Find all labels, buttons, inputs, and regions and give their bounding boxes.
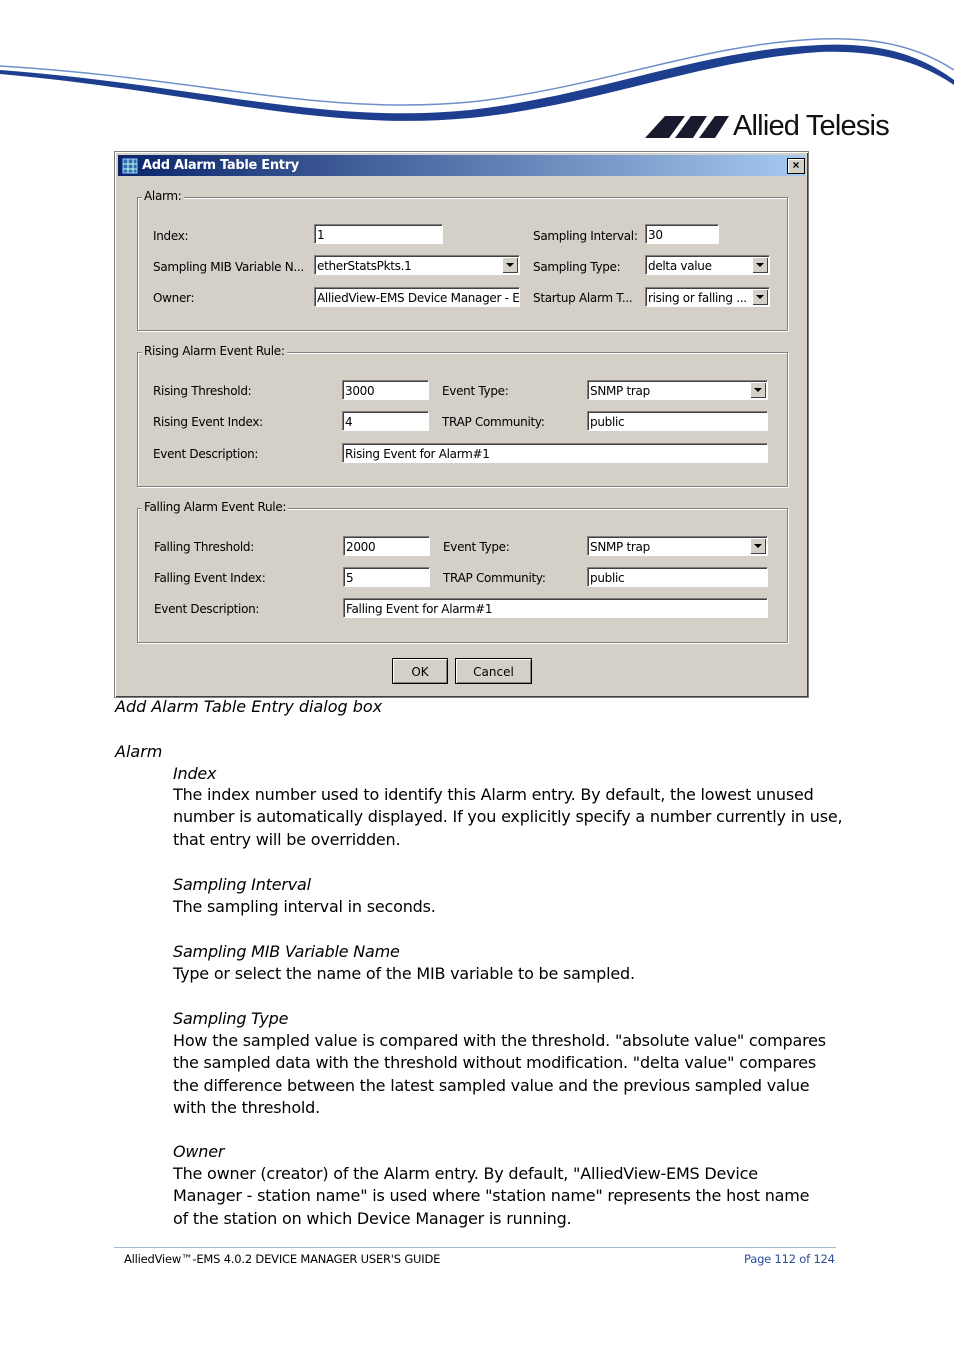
mib-variable-combo[interactable]	[314, 255, 520, 275]
rising-trap-community-label: TRAP Community:	[442, 415, 545, 429]
alarm-group-label: Alarm:	[144, 189, 182, 203]
falling-event-type-value: SNMP trap	[590, 540, 650, 554]
falling-group-label: Falling Alarm Event Rule:	[144, 500, 287, 514]
entry-description: The owner (creator) of the Alarm entry. By default, "AlliedView-EMS Device Manager - station name" is used where "station name" represents the host name of the station on which Device Manager is running.	[173, 1164, 810, 1228]
entry-description: Type or select the name of the MIB variable to be sampled.	[173, 964, 635, 983]
rising-event-index-label: Rising Event Index:	[153, 415, 263, 429]
entry-description: The sampling interval in seconds.	[173, 897, 436, 916]
falling-description-input[interactable]: Falling Event for Alarm#1	[343, 598, 768, 618]
chevron-down-icon[interactable]	[752, 289, 768, 305]
close-button[interactable]: ×	[787, 158, 805, 174]
falling-event-type-select[interactable]	[587, 536, 768, 556]
rising-event-index-input[interactable]: 4	[342, 411, 429, 431]
add-alarm-dialog	[114, 151, 809, 698]
sampling-interval-input[interactable]: 30	[645, 224, 719, 244]
sampling-type-select[interactable]	[645, 255, 770, 275]
rising-group-label: Rising Alarm Event Rule:	[144, 344, 285, 358]
mib-variable-label: Sampling MIB Variable N...	[153, 260, 304, 274]
rising-threshold-input[interactable]: 3000	[342, 380, 429, 400]
falling-trap-community-label: TRAP Community:	[443, 571, 546, 585]
startup-alarm-select[interactable]	[645, 287, 770, 307]
mib-variable-value: etherStatsPkts.1	[317, 259, 412, 273]
index-input[interactable]: 1	[314, 224, 443, 244]
owner-label: Owner:	[153, 291, 195, 305]
falling-trap-community-input[interactable]: public	[587, 567, 768, 587]
cancel-button[interactable]: Cancel	[455, 658, 532, 684]
figure-caption: Add Alarm Table Entry dialog box	[115, 697, 383, 716]
falling-threshold-input[interactable]: 2000	[343, 536, 430, 556]
section-title: Alarm	[115, 742, 163, 761]
dialog-titlebar	[118, 155, 805, 176]
owner-input[interactable]: AlliedView-EMS Device Manager - E	[314, 287, 520, 307]
ok-button[interactable]: OK	[392, 658, 448, 684]
chevron-down-icon[interactable]	[750, 382, 766, 398]
rising-event-type-value: SNMP trap	[590, 384, 650, 398]
entry-description: The index number used to identify this Alarm entry. By default, the lowest unused number is automatically displayed. If you explicitly specify a number currently in use, that entry will be overridden.	[173, 785, 843, 849]
footer-divider	[114, 1247, 836, 1248]
brand-name: Allied Telesis	[733, 110, 889, 142]
rising-trap-community-input[interactable]: public	[587, 411, 768, 431]
falling-event-index-input[interactable]: 5	[343, 567, 430, 587]
falling-description-label: Event Description:	[154, 602, 260, 616]
rising-event-type-label: Event Type:	[442, 384, 509, 398]
index-label: Index:	[153, 229, 189, 243]
startup-alarm-label: Startup Alarm T...	[533, 291, 633, 305]
sampling-interval-label: Sampling Interval:	[533, 229, 638, 243]
sampling-type-label: Sampling Type:	[533, 260, 621, 274]
footer-page-number: Page 112 of 124	[744, 1252, 835, 1266]
sampling-type-value: delta value	[648, 259, 712, 273]
entry-description: How the sampled value is compared with the threshold. "absolute value" compares the sampled data with the threshold without modification. "delta value" compares the difference between the latest sampled value and the previous sampled value with the threshold.	[173, 1031, 826, 1117]
falling-threshold-label: Falling Threshold:	[154, 540, 254, 554]
chevron-down-icon[interactable]	[752, 257, 768, 273]
startup-alarm-value: rising or falling ...	[648, 291, 747, 305]
entry-term: Sampling Interval	[173, 875, 311, 894]
chevron-down-icon[interactable]	[750, 538, 766, 554]
rising-description-label: Event Description:	[153, 447, 259, 461]
table-grid-icon	[122, 158, 138, 174]
entry-term: Sampling Type	[173, 1009, 289, 1028]
rising-description-input[interactable]: Rising Event for Alarm#1	[342, 443, 768, 463]
entry-term: Sampling MIB Variable Name	[173, 942, 400, 961]
footer-guide-title: AlliedView™-EMS 4.0.2 DEVICE MANAGER USER'S GUIDE	[124, 1252, 441, 1266]
rising-threshold-label: Rising Threshold:	[153, 384, 252, 398]
falling-event-index-label: Falling Event Index:	[154, 571, 266, 585]
falling-event-type-label: Event Type:	[443, 540, 510, 554]
entry-term: Index	[173, 764, 217, 783]
chevron-down-icon[interactable]	[502, 257, 518, 273]
rising-event-type-select[interactable]	[587, 380, 768, 400]
entry-term: Owner	[173, 1142, 225, 1161]
dialog-title: Add Alarm Table Entry	[142, 158, 299, 173]
